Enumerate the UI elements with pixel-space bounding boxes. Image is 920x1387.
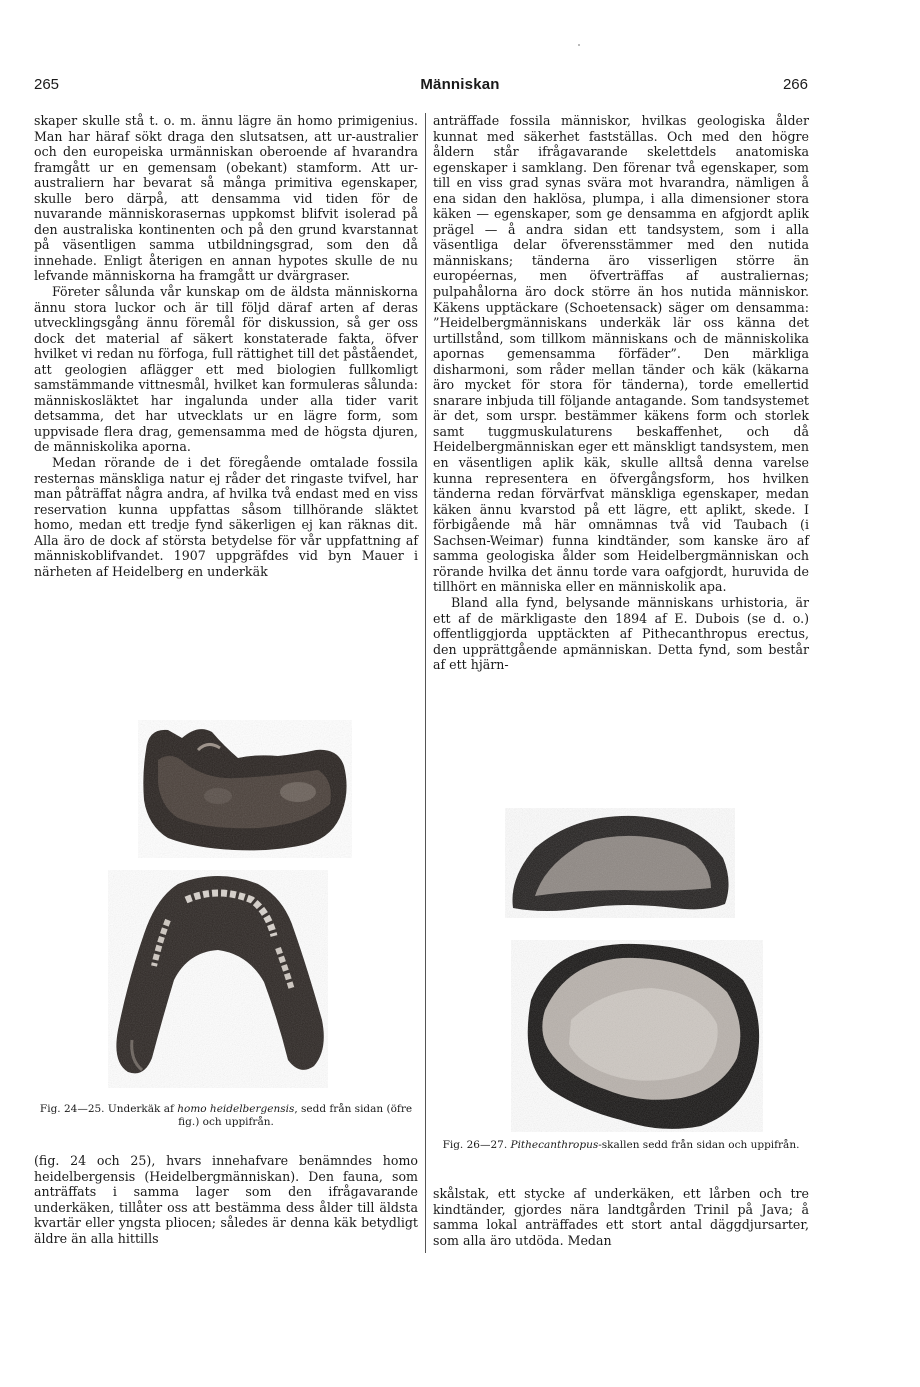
page-number-right: 266 — [782, 76, 808, 93]
paragraph: Bland alla fynd, belysande människans urhistoria, är ett af de märkligaste den 1894 af E. Dubois (se d. o.) offentliggjorda upptäckten af Pithecanthropus erectus, den upprättgående apmänniskan. Detta fynd, som består af ett hjärn- — [433, 594, 809, 673]
right-column-text-continued — [433, 1186, 809, 1248]
paragraph: skålstak, ett stycke af underkäken, ett lårben och tre kindtänder, gjordes nära landtgården Trinil på Java; å samma lokal anträffades ett stort antal däggdjursarter, som alla äro utdöda. Medan — [433, 1186, 809, 1248]
speck — [578, 44, 580, 46]
column-divider — [425, 113, 426, 1253]
skull-top-view-photo — [511, 940, 763, 1132]
running-title: Människan — [420, 76, 500, 93]
jaw-top-view-photo — [108, 870, 328, 1088]
page-number-left: 265 — [34, 76, 60, 93]
skull-side-view-photo — [505, 808, 735, 918]
paragraph: Medan rörande de i det föregående omtalade fossila resternas mänskliga natur ej råder det ringaste tvifvel, har man påträffat några andra, af hvilka två endast med en viss reservation kunna uppfattas såsom tillhörande släktet homo, medan ett tredje fynd säkerligen ej kan räknas dit. Alla äro de dock af största betydelse för vår uppfattning af människoblifvandet. 1907 uppgräfdes vid byn Mauer i närheten af Heidelberg en underkäk — [34, 455, 418, 579]
caption-species: homo heidelbergensis — [177, 1103, 295, 1115]
caption-text: -skallen sedd från sidan och uppifrån. — [598, 1139, 800, 1151]
paragraph: Företer sålunda vår kunskap om de äldsta människorna ännu stora luckor och är till följd däraf arten af deras utvecklingsgång ännu föremål för diskussion, så ger oss dock det material af säkert konstaterade fakta, öfver hvilket vi redan nu förfoga, full rättighet till det påståendet, att geologien aflägger ett med biologien fullkomligt samstämmande vittnesmål, hvilket kan formuleras sålunda: människosläktet har ingalunda under alla tider varit detsamma, det har utvecklats ur en lägre form, som uppvisade flera drag, gemensamma med de högsta djuren, de människolika aporna. — [34, 284, 418, 455]
figure-caption-26-27 — [433, 1139, 809, 1152]
figure-caption-24-25 — [34, 1103, 418, 1129]
jaw-side-view-photo — [138, 720, 352, 858]
paragraph: skaper skulle stå t. o. m. ännu lägre än homo primigenius. Man har häraf sökt draga den slutsatsen, att ur-australier och den europeiska urmänniskan oberoende af hvarandra framgått ur en gemensam (obekant) stamform. Att ur-australiern har bevarat så många primitiva egenskaper, skulle bero därpå, att densamma vid tiden för de nuvarande människorasernas uppkomst blifvit isolerad på den australiska kontinenten och på den grund kvarstannat på väsentligen samma utbildningsgrad, som den då innehade. Enligt återigen en annan hypotes skulle de nu lefvande människorna ha framgått ur dvärgraser. — [34, 113, 418, 284]
caption-text: Fig. 24—25. Underkäk af — [39, 1103, 178, 1115]
left-column-text — [34, 113, 418, 579]
paragraph: (fig. 24 och 25), hvars innehafvare benämndes homo heidelbergensis (Heidelbergmänniskan). Den fauna, som anträffats i samma lager som den ifrågavarande underkäken, tillåter oss att bestämma dess ålder till äldsta kvartär eller yngsta pliocen; således är denna käk betydligt äldre än alla hittills — [34, 1153, 418, 1246]
caption-text: Fig. 26—27. — [442, 1139, 511, 1151]
caption-text: , sedd från sidan (öfre fig.) och uppifrån. — [178, 1103, 413, 1128]
right-column-text — [433, 113, 809, 673]
caption-genus: Pithecanthropus — [510, 1139, 599, 1151]
paragraph: anträffade fossila människor, hvilkas geologiska ålder kunnat med säkerhet fastställas. Och med den högre åldern står ifrågavarande skelettdels anatomiska egenskaper i samklang. Den förenar två egenskaper, som till en viss grad synas svära mot hvarandra, nämligen å ena sidan den haklösa, plumpa, i alla dimensioner stora käken — egenskaper, som ge densamma en afgjordt aplik prägel — å andra sidan ett tandsystem, som i alla väsentliga delar öfverensstämmer med den nutida människans; tänderna äro visserligen större än européernas, men öfverträffas af australiernas; pulpahålorna äro dock större än hos nutida människor. Käkens upptäckare (Schoetensack) säger om densamma: ”Heidelbergmänniskans underkäk lär oss känna det urtillstånd, som tillkom människans och de människolika apornas gemensamma förfäder”. Den märkliga disharmoni, som råder mellan tänder och käk (käkarna äro mycket för stora för tänderna), torde emellertid snarare inbjuda till följande antagande. Som tandsystemet är det, som urspr. bestämmer käkens form och storlek samt tuggmuskulaturens beskaffenhet, och då Heidelbergmänniskan eger ett mänskligt tandsystem, men en väsentligen aplik käk, skulle alltså denna varelse kunna representera en öfvergångsform, hos hvilken tänderna redan förvärfvat mänskliga egenskaper, medan käken ännu kvarstod på ett lägre, ett aplikt, skede. I förbigående må här omnämnas två vid Taubach (i Sachsen-Weimar) funna kindtänder, som kanske äro af samma geologiska ålder som Heidelbergmänniskan och rörande hvilka det ännu torde vara oafgjordt, huruvida de tillhört en människa eller en människolik apa. — [433, 113, 809, 595]
left-column-text-continued — [34, 1153, 418, 1246]
